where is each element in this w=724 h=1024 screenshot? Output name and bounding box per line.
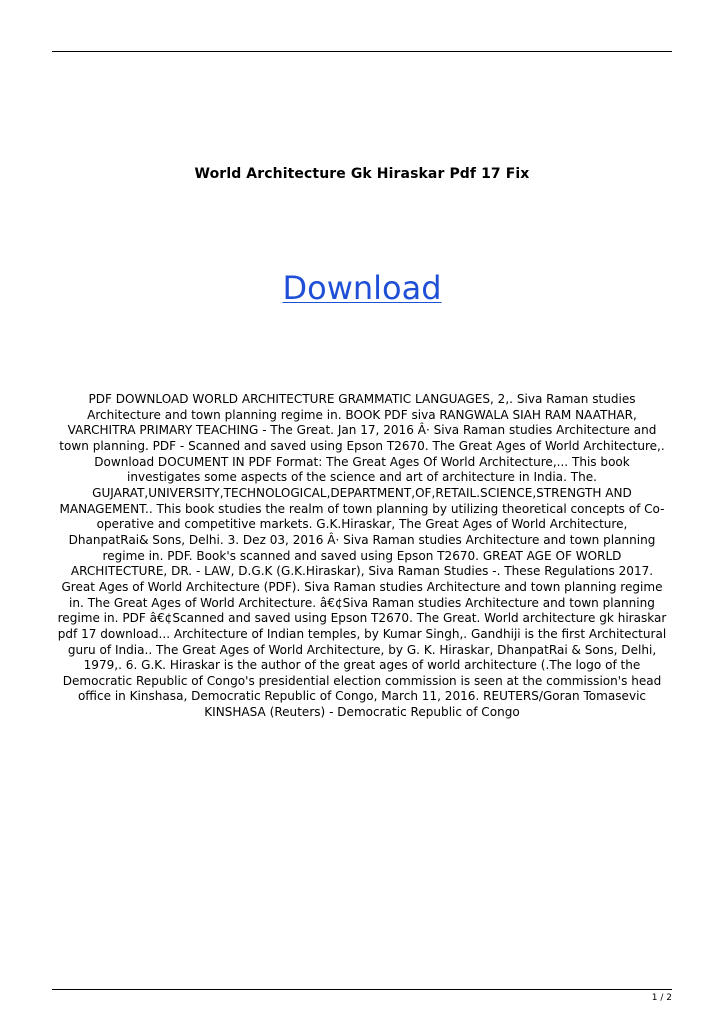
body-line: PDF DOWNLOAD WORLD ARCHITECTURE GRAMMATIC LANGUAGES, 2,. Siva Raman studies: [88, 392, 636, 406]
body-line: regime in. PDF. Book's scanned and saved using Epson T2670. GREAT AGE OF WORLD: [102, 548, 622, 563]
header-rule: [52, 51, 672, 52]
document-title: World Architecture Gk Hiraskar Pdf 17 Fix: [194, 166, 530, 182]
body-line: ARCHITECTURE, DR. - LAW, D.G.K (G.K.Hiraskar), Siva Raman Studies -. These Regulations 2017.: [70, 564, 654, 579]
body-line: MANAGEMENT.. This book studies the realm of town planning by utilizing theoretical concepts of Co-: [59, 501, 665, 516]
body-line: KINSHASA (Reuters) - Democratic Republic of Congo: [204, 705, 520, 720]
body-line: VARCHITRA PRIMARY TEACHING - The Great. Jan 17, 2016 Â· Siva Raman studies Architecture and: [67, 423, 657, 438]
body-line: investigates some aspects of the science and art of architecture in India. The.: [127, 470, 597, 485]
body-line: Democratic Republic of Congo's presidential election commission is seen at the commission's head: [62, 673, 662, 688]
body-line: 1979,. 6. G.K. Hiraskar is the author of the great ages of world architecture (.The logo of the: [83, 658, 641, 673]
body-line: Architecture and town planning regime in. BOOK PDF siva RANGWALA SIAH RAM NAATHAR,: [87, 407, 637, 422]
body-line: operative and competitive markets. G.K.Hiraskar, The Great Ages of World Architecture,: [96, 517, 628, 532]
body-line: office in Kinshasa, Democratic Republic of Congo, March 11, 2016. REUTERS/Goran Tomasevic: [77, 689, 647, 704]
body-line: guru of India.. The Great Ages of World Architecture, by G. K. Hiraskar, DhanpatRai & Sons, Delhi,: [67, 642, 657, 657]
body-line: DhanpatRai& Sons, Delhi. 3. Dez 03, 2016 Â· Siva Raman studies Architecture and town planning: [68, 532, 656, 547]
body-line: Download DOCUMENT IN PDF Format: The Great Ages Of World Architecture,... This book: [94, 454, 630, 469]
body-line: Great Ages of World Architecture (PDF). Siva Raman studies Architecture and town planning regime: [61, 579, 663, 594]
download-container: [0, 266, 724, 310]
body-line: GUJARAT,UNIVERSITY,TECHNOLOGICAL,DEPARTMENT,OF,RETAIL.SCIENCE,STRENGTH AND: [92, 485, 632, 500]
footer-rule: [52, 989, 672, 990]
body-line: pdf 17 download... Architecture of Indian temples, by Kumar Singh,. Gandhiji is the first Architectural: [57, 626, 667, 641]
download-link[interactable]: Download: [282, 269, 442, 307]
body-line: in. The Great Ages of World Architecture. â€¢Siva Raman studies Architecture and town planning: [69, 595, 655, 610]
body-line: regime in. PDF â€¢Scanned and saved using Epson T2670. The Great. World architecture gk hiraskar: [57, 611, 667, 626]
body-paragraph: [50, 392, 674, 721]
body-line: town planning. PDF - Scanned and saved using Epson T2670. The Great Ages of World Architecture,.: [59, 438, 665, 453]
page-number: 1 / 2: [651, 993, 672, 1003]
